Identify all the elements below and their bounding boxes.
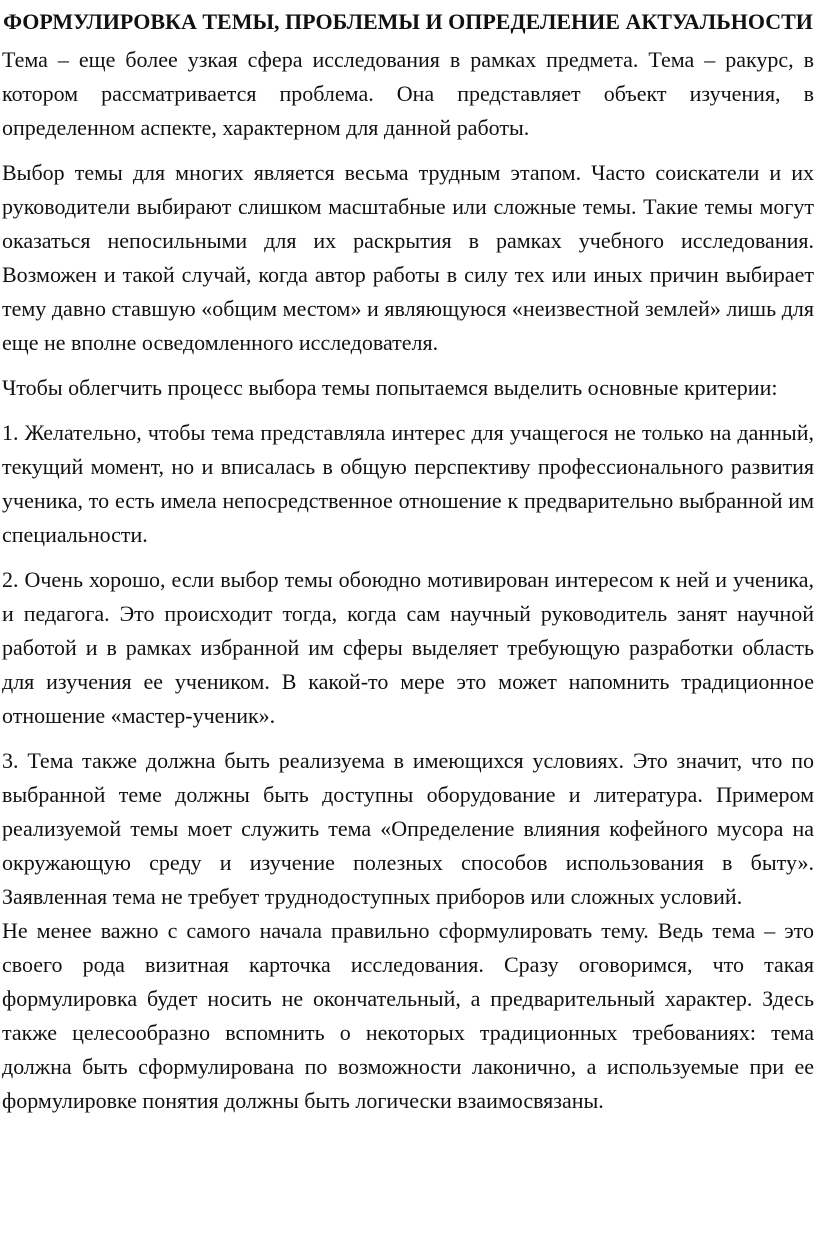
- paragraph-topic-choice: Выбор темы для многих является весьма трудным этапом. Часто соискатели и их руководители выбирают слишком масштабные или сложные темы. Такие темы могут оказаться непосильными для их раскрытия в рамках учебного исследования. Возможен и такой случай, когда автор работы в силу тех или иных причин выбирает тему давно ставшую «общим местом» и являющуюся «неизвестной землей» лишь для еще не вполне осведомленного исследователя.: [2, 160, 814, 355]
- page-title: ФОРМУЛИРОВКА ТЕМЫ, ПРОБЛЕМЫ И ОПРЕДЕЛЕНИЕ АКТУАЛЬНОСТИ: [3, 9, 813, 34]
- paragraph-criterion-1: 1. Желательно, чтобы тема представляла интерес для учащегося не только на данный, текущий момент, но и вписалась в общую перспективу профессионального развития ученика, то есть имела непосредственное отношение к предварительно выбранной им специальности.: [2, 420, 814, 547]
- paragraph-topic-definition: Тема – еще более узкая сфера исследования в рамках предмета. Тема – ракурс, в котором рассматривается проблема. Она представляет объект изучения, в определенном аспекте, характерном для данной работы.: [2, 47, 814, 140]
- paragraph-criterion-2: 2. Очень хорошо, если выбор темы обоюдно мотивирован интересом к ней и ученика, и педагога. Это происходит тогда, когда сам научный руководитель занят научной работой и в рамках избранной им сферы выделяет требующую разработки область для изучения ее учеником. В какой-то мере это может напомнить традиционное отношение «мастер-ученик».: [2, 567, 814, 728]
- paragraph-criteria-intro: Чтобы облегчить процесс выбора темы попытаемся выделить основные критерии:: [2, 375, 778, 400]
- paragraph-formulation: Не менее важно с самого начала правильно сформулировать тему. Ведь тема – это своего рода визитная карточка исследования. Сразу оговоримся, что такая формулировка будет носить не окончательный, а предварительный характер. Здесь также целесообразно вспомнить о некоторых традиционных требованиях: тема должна быть сформулирована по возможности лаконично, а используемые при ее формулировке понятия должны быть логически взаимосвязаны.: [2, 918, 814, 1113]
- paragraph-criterion-3: 3. Тема также должна быть реализуема в имеющихся условиях. Это значит, что по выбранной теме должны быть доступны оборудование и литература. Примером реализуемой темы моет служить тема «Определение влияния кофейного мусора на окружающую среду и изучение полезных способов использования в быту». Заявленная тема не требует труднодоступных приборов или сложных условий.: [2, 748, 814, 909]
